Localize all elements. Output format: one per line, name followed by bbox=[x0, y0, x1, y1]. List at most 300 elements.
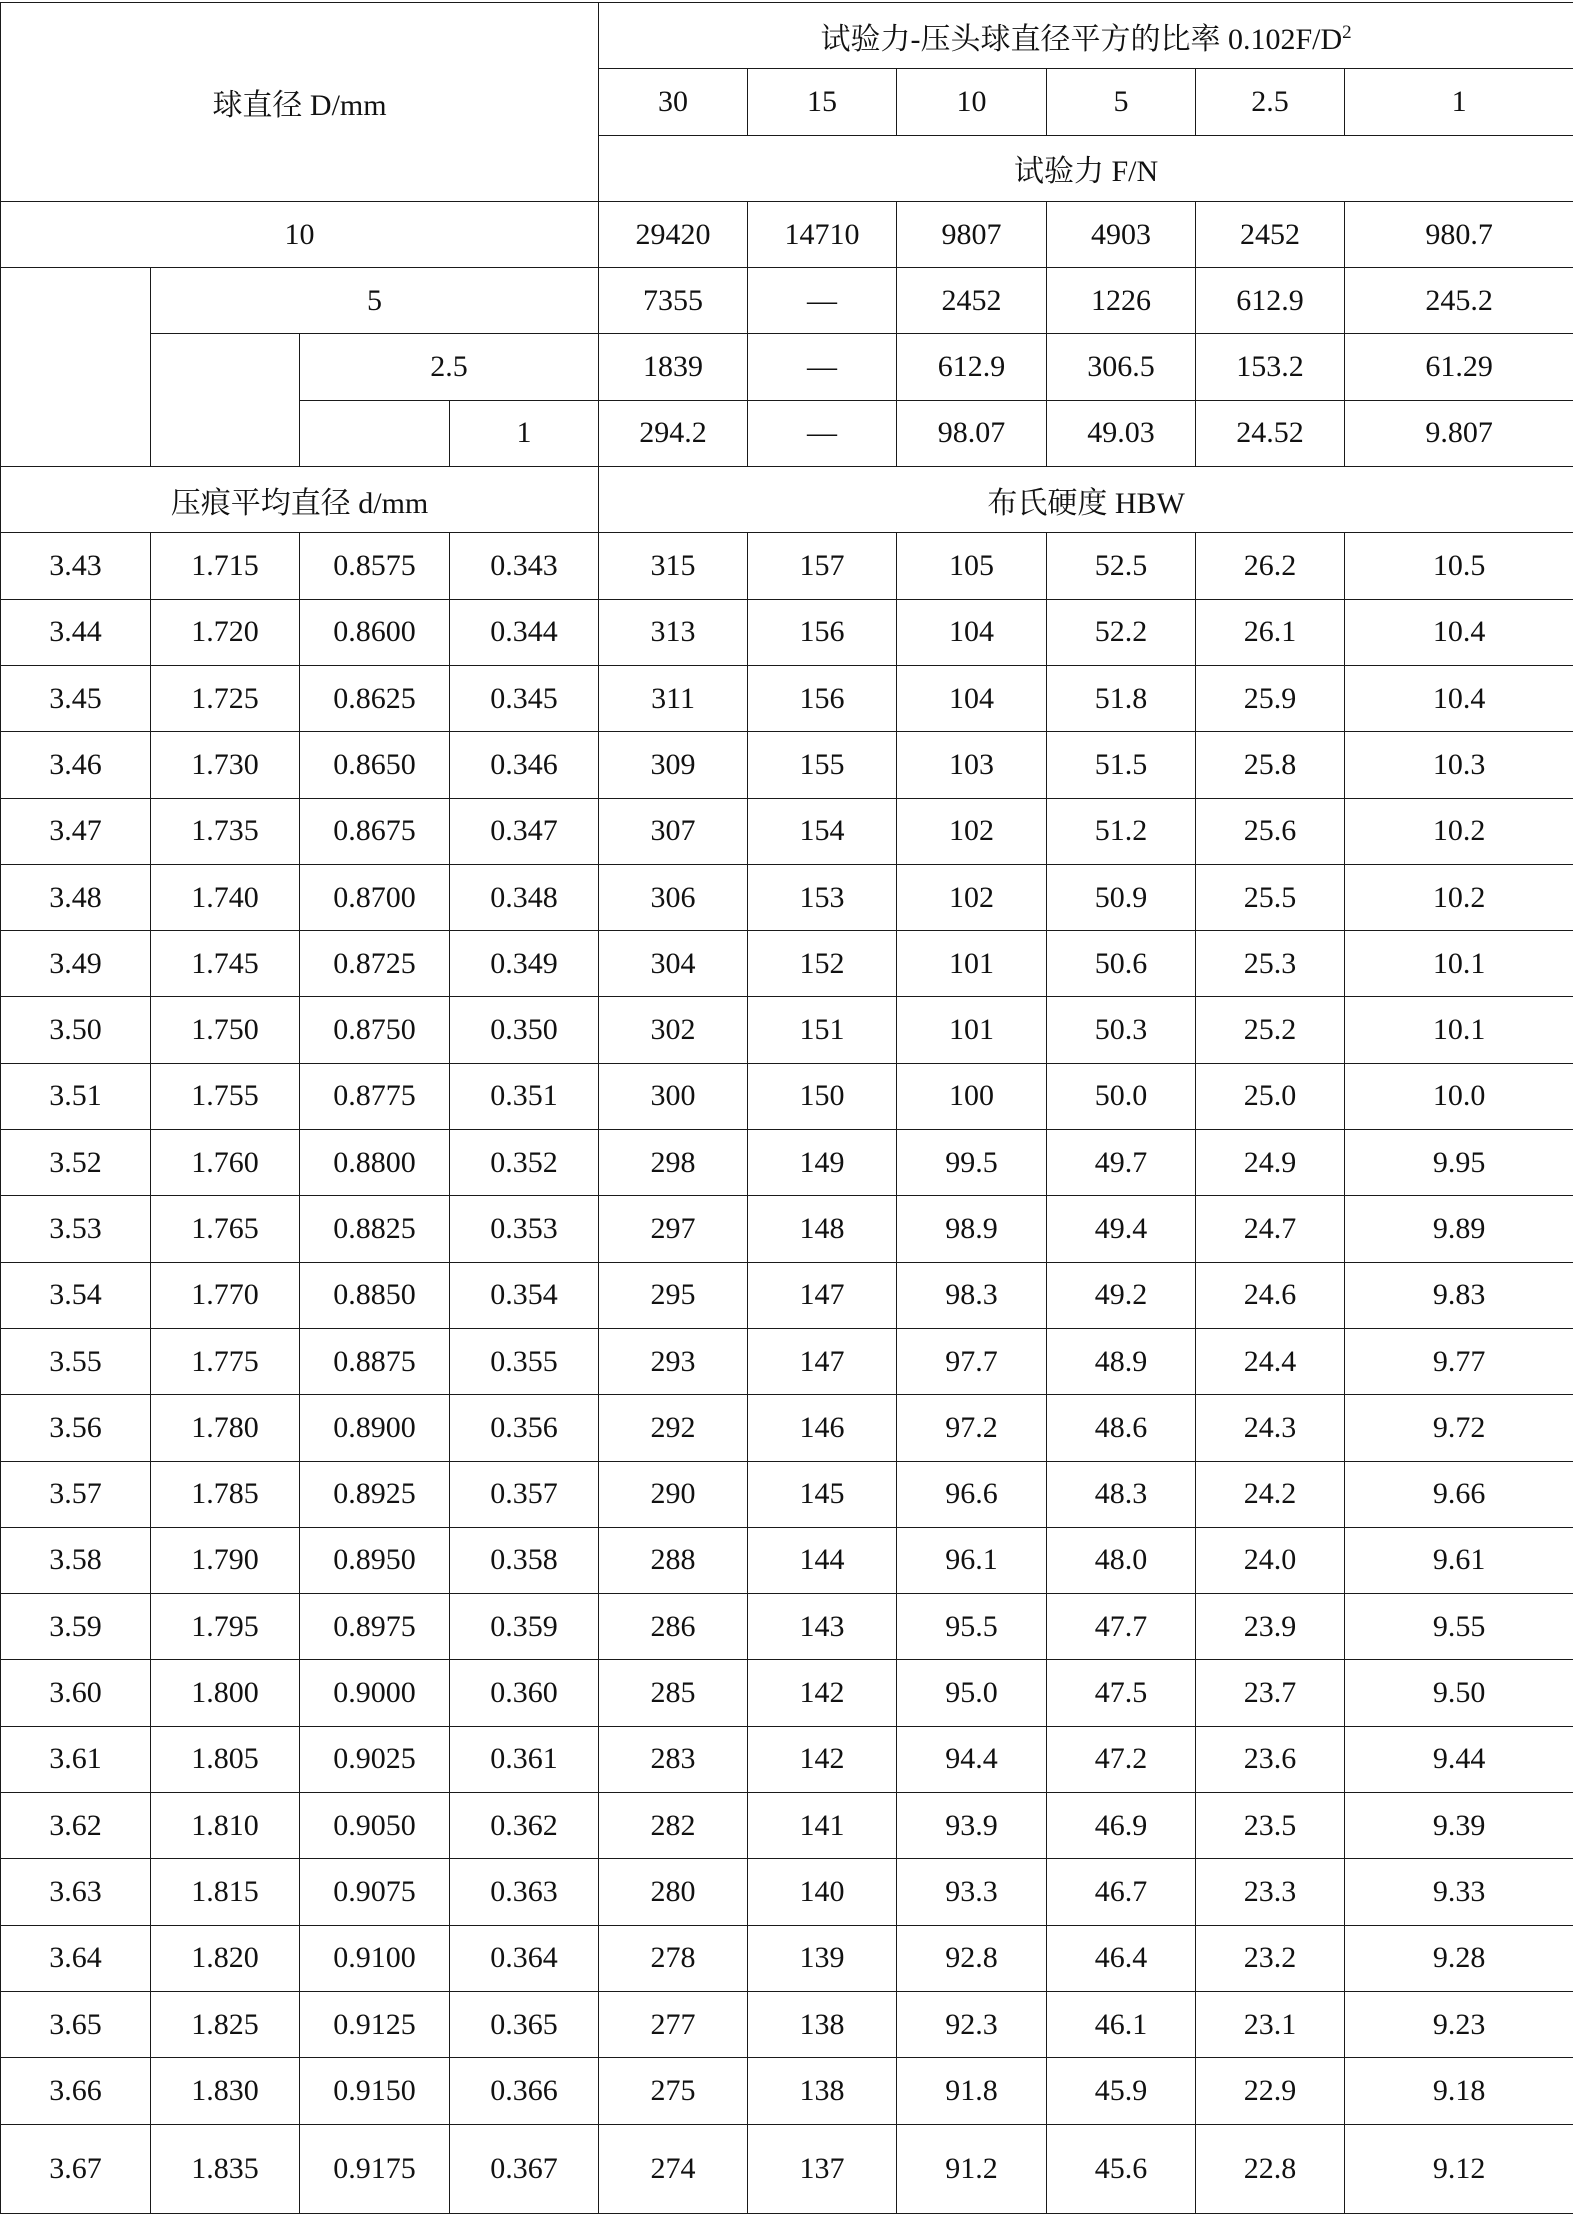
cell-hbw-30: 309 bbox=[599, 732, 748, 798]
cell-hbw-2-5: 23.2 bbox=[1196, 1925, 1345, 1991]
cell-hbw-15: 147 bbox=[748, 1262, 897, 1328]
cell-hbw-30: 280 bbox=[599, 1859, 748, 1925]
cell-d-1: 0.361 bbox=[450, 1726, 599, 1792]
cell-hbw-5: 46.7 bbox=[1047, 1859, 1196, 1925]
cell-d-10: 3.55 bbox=[1, 1328, 151, 1394]
cell-d-10: 3.53 bbox=[1, 1196, 151, 1262]
force-value: 4903 bbox=[1047, 201, 1196, 267]
cell-hbw-2-5: 24.0 bbox=[1196, 1527, 1345, 1593]
cell-hbw-10: 97.7 bbox=[897, 1328, 1047, 1394]
cell-d-2-5: 0.8625 bbox=[300, 665, 450, 731]
cell-hbw-30: 292 bbox=[599, 1395, 748, 1461]
force-value: 294.2 bbox=[599, 400, 748, 466]
force-value: 61.29 bbox=[1345, 334, 1573, 400]
cell-d-2-5: 0.9125 bbox=[300, 1991, 450, 2057]
cell-hbw-10: 105 bbox=[897, 533, 1047, 599]
cell-hbw-15: 152 bbox=[748, 931, 897, 997]
cell-hbw-15: 138 bbox=[748, 1991, 897, 2057]
force-value: 98.07 bbox=[897, 400, 1047, 466]
cell-hbw-10: 102 bbox=[897, 864, 1047, 930]
cell-hbw-5: 46.4 bbox=[1047, 1925, 1196, 1991]
cell-d-1: 0.345 bbox=[450, 665, 599, 731]
cell-hbw-1: 10.2 bbox=[1345, 864, 1573, 930]
cell-hbw-30: 298 bbox=[599, 1130, 748, 1196]
cell-d-1: 0.348 bbox=[450, 864, 599, 930]
cell-hbw-1: 10.1 bbox=[1345, 931, 1573, 997]
cell-hbw-2-5: 26.1 bbox=[1196, 599, 1345, 665]
cell-d-10: 3.44 bbox=[1, 599, 151, 665]
ratio-value: 2.5 bbox=[1196, 69, 1345, 135]
cell-d-10: 3.61 bbox=[1, 1726, 151, 1792]
ball-row-2-5 bbox=[1, 334, 1573, 400]
cell-d-1: 0.351 bbox=[450, 1063, 599, 1129]
cell-hbw-5: 45.6 bbox=[1047, 2124, 1196, 2213]
force-value: 2452 bbox=[1196, 201, 1345, 267]
table-row bbox=[1, 1262, 1573, 1328]
cell-d-5: 1.805 bbox=[151, 1726, 300, 1792]
cell-d-2-5: 0.9050 bbox=[300, 1793, 450, 1859]
cell-d-2-5: 0.8800 bbox=[300, 1130, 450, 1196]
cell-hbw-1: 9.44 bbox=[1345, 1726, 1573, 1792]
cell-hbw-10: 98.9 bbox=[897, 1196, 1047, 1262]
cell-hbw-15: 147 bbox=[748, 1328, 897, 1394]
cell-d-2-5: 0.9000 bbox=[300, 1660, 450, 1726]
table-row bbox=[1, 1461, 1573, 1527]
table-row bbox=[1, 1660, 1573, 1726]
table-row bbox=[1, 1395, 1573, 1461]
cell-d-2-5: 0.9075 bbox=[300, 1859, 450, 1925]
force-value: 24.52 bbox=[1196, 400, 1345, 466]
table-row bbox=[1, 533, 1573, 599]
table-row bbox=[1, 1726, 1573, 1792]
cell-hbw-5: 52.5 bbox=[1047, 533, 1196, 599]
indent-diameter-header bbox=[1, 467, 599, 533]
cell-hbw-10: 101 bbox=[897, 997, 1047, 1063]
cell-hbw-30: 277 bbox=[599, 1991, 748, 2057]
cell-hbw-10: 101 bbox=[897, 931, 1047, 997]
cell-hbw-10: 96.1 bbox=[897, 1527, 1047, 1593]
table-row bbox=[1, 2124, 1573, 2213]
cell-hbw-5: 50.0 bbox=[1047, 1063, 1196, 1129]
cell-hbw-5: 51.8 bbox=[1047, 665, 1196, 731]
cell-hbw-5: 50.6 bbox=[1047, 931, 1196, 997]
hardness-header bbox=[599, 467, 1573, 533]
cell-hbw-1: 10.4 bbox=[1345, 599, 1573, 665]
cell-d-1: 0.357 bbox=[450, 1461, 599, 1527]
ball-row-5 bbox=[1, 268, 1573, 334]
cell-d-5: 1.785 bbox=[151, 1461, 300, 1527]
cell-hbw-30: 297 bbox=[599, 1196, 748, 1262]
cell-d-10: 3.67 bbox=[1, 2124, 151, 2213]
cell-hbw-1: 10.3 bbox=[1345, 732, 1573, 798]
cell-hbw-30: 302 bbox=[599, 997, 748, 1063]
cell-hbw-15: 143 bbox=[748, 1594, 897, 1660]
cell-hbw-30: 275 bbox=[599, 2058, 748, 2124]
cell-hbw-5: 47.2 bbox=[1047, 1726, 1196, 1792]
cell-hbw-5: 47.7 bbox=[1047, 1594, 1196, 1660]
section-header-row bbox=[1, 467, 1573, 533]
cell-hbw-10: 103 bbox=[897, 732, 1047, 798]
cell-d-1: 0.363 bbox=[450, 1859, 599, 1925]
cell-d-5: 1.835 bbox=[151, 2124, 300, 2213]
cell-d-1: 0.355 bbox=[450, 1328, 599, 1394]
cell-d-5: 1.735 bbox=[151, 798, 300, 864]
table-row bbox=[1, 1063, 1573, 1129]
cell-hbw-2-5: 24.2 bbox=[1196, 1461, 1345, 1527]
cell-hbw-2-5: 25.9 bbox=[1196, 665, 1345, 731]
cell-hbw-5: 51.5 bbox=[1047, 732, 1196, 798]
cell-hbw-2-5: 23.5 bbox=[1196, 1793, 1345, 1859]
cell-d-5: 1.820 bbox=[151, 1925, 300, 1991]
force-value: 29420 bbox=[599, 201, 748, 267]
cell-hbw-5: 49.4 bbox=[1047, 1196, 1196, 1262]
cell-d-2-5: 0.8775 bbox=[300, 1063, 450, 1129]
cell-d-5: 1.780 bbox=[151, 1395, 300, 1461]
cell-hbw-15: 146 bbox=[748, 1395, 897, 1461]
ratio-label: 试验力-压头球直径平方的比率 0.102F/D bbox=[820, 22, 1343, 56]
cell-hbw-15: 144 bbox=[748, 1527, 897, 1593]
cell-d-1: 0.358 bbox=[450, 1527, 599, 1593]
cell-hbw-10: 96.6 bbox=[897, 1461, 1047, 1527]
cell-hbw-15: 155 bbox=[748, 732, 897, 798]
cell-d-1: 0.350 bbox=[450, 997, 599, 1063]
cell-d-2-5: 0.8600 bbox=[300, 599, 450, 665]
cell-hbw-30: 290 bbox=[599, 1461, 748, 1527]
cell-d-5: 1.795 bbox=[151, 1594, 300, 1660]
cell-hbw-2-5: 23.1 bbox=[1196, 1991, 1345, 2057]
cell-d-10: 3.57 bbox=[1, 1461, 151, 1527]
cell-hbw-2-5: 23.3 bbox=[1196, 1859, 1345, 1925]
cell-hbw-2-5: 25.3 bbox=[1196, 931, 1345, 997]
table-row bbox=[1, 599, 1573, 665]
cell-d-2-5: 0.8850 bbox=[300, 1262, 450, 1328]
cell-d-1: 0.359 bbox=[450, 1594, 599, 1660]
cell-hbw-5: 51.2 bbox=[1047, 798, 1196, 864]
cell-hbw-1: 10.1 bbox=[1345, 997, 1573, 1063]
cell-hbw-2-5: 22.9 bbox=[1196, 2058, 1345, 2124]
cell-d-2-5: 0.8750 bbox=[300, 997, 450, 1063]
cell-hbw-1: 10.4 bbox=[1345, 665, 1573, 731]
cell-hbw-15: 138 bbox=[748, 2058, 897, 2124]
cell-hbw-30: 313 bbox=[599, 599, 748, 665]
cell-hbw-1: 9.95 bbox=[1345, 1130, 1573, 1196]
cell-hbw-1: 9.72 bbox=[1345, 1395, 1573, 1461]
cell-hbw-30: 274 bbox=[599, 2124, 748, 2213]
cell-d-5: 1.830 bbox=[151, 2058, 300, 2124]
cell-hbw-5: 46.9 bbox=[1047, 1793, 1196, 1859]
cell-hbw-30: 283 bbox=[599, 1726, 748, 1792]
force-value: 306.5 bbox=[1047, 334, 1196, 400]
table-row bbox=[1, 864, 1573, 930]
cell-d-10: 3.43 bbox=[1, 533, 151, 599]
force-value: 2452 bbox=[897, 268, 1047, 334]
cell-hbw-15: 157 bbox=[748, 533, 897, 599]
force-value: 1226 bbox=[1047, 268, 1196, 334]
cell-hbw-15: 148 bbox=[748, 1196, 897, 1262]
cell-d-1: 0.346 bbox=[450, 732, 599, 798]
force-value: 612.9 bbox=[897, 334, 1047, 400]
cell-d-1: 0.343 bbox=[450, 533, 599, 599]
force-value: — bbox=[748, 334, 897, 400]
cell-d-5: 1.730 bbox=[151, 732, 300, 798]
table-row bbox=[1, 732, 1573, 798]
cell-hbw-10: 95.5 bbox=[897, 1594, 1047, 1660]
cell-d-5: 1.825 bbox=[151, 1991, 300, 2057]
cell-hbw-30: 288 bbox=[599, 1527, 748, 1593]
cell-hbw-5: 48.0 bbox=[1047, 1527, 1196, 1593]
cell-hbw-10: 104 bbox=[897, 599, 1047, 665]
cell-hbw-10: 99.5 bbox=[897, 1130, 1047, 1196]
cell-d-1: 0.366 bbox=[450, 2058, 599, 2124]
indent-spacer bbox=[300, 400, 450, 466]
force-value: 1839 bbox=[599, 334, 748, 400]
cell-hbw-1: 9.61 bbox=[1345, 1527, 1573, 1593]
cell-hbw-1: 9.50 bbox=[1345, 1660, 1573, 1726]
cell-hbw-1: 9.77 bbox=[1345, 1328, 1573, 1394]
table-row bbox=[1, 665, 1573, 731]
force-value: 14710 bbox=[748, 201, 897, 267]
cell-hbw-2-5: 25.8 bbox=[1196, 732, 1345, 798]
cell-hbw-10: 104 bbox=[897, 665, 1047, 731]
cell-d-10: 3.47 bbox=[1, 798, 151, 864]
ratio-value: 10 bbox=[897, 69, 1047, 135]
cell-d-5: 1.755 bbox=[151, 1063, 300, 1129]
cell-hbw-30: 286 bbox=[599, 1594, 748, 1660]
force-value: 612.9 bbox=[1196, 268, 1345, 334]
cell-d-2-5: 0.8725 bbox=[300, 931, 450, 997]
cell-hbw-30: 311 bbox=[599, 665, 748, 731]
cell-d-2-5: 0.8950 bbox=[300, 1527, 450, 1593]
cell-hbw-1: 10.0 bbox=[1345, 1063, 1573, 1129]
cell-d-1: 0.356 bbox=[450, 1395, 599, 1461]
force-value: — bbox=[748, 268, 897, 334]
ball-diameter-header bbox=[1, 3, 599, 202]
force-value: 9.807 bbox=[1345, 400, 1573, 466]
cell-hbw-1: 9.12 bbox=[1345, 2124, 1573, 2213]
cell-d-10: 3.60 bbox=[1, 1660, 151, 1726]
cell-d-10: 3.54 bbox=[1, 1262, 151, 1328]
cell-d-10: 3.64 bbox=[1, 1925, 151, 1991]
cell-d-10: 3.63 bbox=[1, 1859, 151, 1925]
cell-d-10: 3.51 bbox=[1, 1063, 151, 1129]
table-row bbox=[1, 1991, 1573, 2057]
cell-hbw-2-5: 23.6 bbox=[1196, 1726, 1345, 1792]
cell-d-10: 3.58 bbox=[1, 1527, 151, 1593]
ratio-value: 15 bbox=[748, 69, 897, 135]
cell-d-1: 0.349 bbox=[450, 931, 599, 997]
cell-hbw-10: 93.3 bbox=[897, 1859, 1047, 1925]
table-row bbox=[1, 1925, 1573, 1991]
force-label: 试验力 F/N bbox=[1013, 155, 1159, 189]
cell-d-10: 3.66 bbox=[1, 2058, 151, 2124]
cell-d-2-5: 0.8650 bbox=[300, 732, 450, 798]
cell-hbw-1: 9.39 bbox=[1345, 1793, 1573, 1859]
cell-d-5: 1.790 bbox=[151, 1527, 300, 1593]
cell-hbw-2-5: 26.2 bbox=[1196, 533, 1345, 599]
cell-hbw-10: 92.3 bbox=[897, 1991, 1047, 2057]
cell-hbw-15: 139 bbox=[748, 1925, 897, 1991]
cell-hbw-5: 50.3 bbox=[1047, 997, 1196, 1063]
cell-d-5: 1.725 bbox=[151, 665, 300, 731]
cell-d-2-5: 0.8975 bbox=[300, 1594, 450, 1660]
cell-d-5: 1.750 bbox=[151, 997, 300, 1063]
ball-diameter-value: 1 bbox=[450, 400, 599, 466]
cell-hbw-15: 154 bbox=[748, 798, 897, 864]
table-row bbox=[1, 1527, 1573, 1593]
cell-d-1: 0.367 bbox=[450, 2124, 599, 2213]
cell-d-10: 3.62 bbox=[1, 1793, 151, 1859]
cell-hbw-15: 141 bbox=[748, 1793, 897, 1859]
cell-d-2-5: 0.9175 bbox=[300, 2124, 450, 2213]
cell-hbw-5: 50.9 bbox=[1047, 864, 1196, 930]
cell-d-10: 3.56 bbox=[1, 1395, 151, 1461]
cell-d-5: 1.760 bbox=[151, 1130, 300, 1196]
cell-d-5: 1.740 bbox=[151, 864, 300, 930]
table-row bbox=[1, 1793, 1573, 1859]
ratio-value: 30 bbox=[599, 69, 748, 135]
cell-hbw-2-5: 22.8 bbox=[1196, 2124, 1345, 2213]
cell-hbw-30: 315 bbox=[599, 533, 748, 599]
force-value: 153.2 bbox=[1196, 334, 1345, 400]
cell-hbw-2-5: 24.4 bbox=[1196, 1328, 1345, 1394]
table-row bbox=[1, 997, 1573, 1063]
cell-d-2-5: 0.9150 bbox=[300, 2058, 450, 2124]
cell-d-2-5: 0.8900 bbox=[300, 1395, 450, 1461]
cell-hbw-10: 92.8 bbox=[897, 1925, 1047, 1991]
cell-d-1: 0.362 bbox=[450, 1793, 599, 1859]
cell-d-5: 1.800 bbox=[151, 1660, 300, 1726]
ratio-superscript: 2 bbox=[1342, 21, 1352, 43]
force-value: 7355 bbox=[599, 268, 748, 334]
ratio-value: 5 bbox=[1047, 69, 1196, 135]
cell-hbw-10: 93.9 bbox=[897, 1793, 1047, 1859]
hardness-label: 布氏硬度 HBW bbox=[987, 486, 1185, 520]
cell-hbw-5: 49.2 bbox=[1047, 1262, 1196, 1328]
cell-d-1: 0.347 bbox=[450, 798, 599, 864]
cell-hbw-2-5: 24.6 bbox=[1196, 1262, 1345, 1328]
ball-diameter-label: 球直径 D/mm bbox=[212, 88, 387, 122]
force-header bbox=[599, 135, 1573, 201]
cell-d-10: 3.46 bbox=[1, 732, 151, 798]
cell-hbw-1: 9.66 bbox=[1345, 1461, 1573, 1527]
cell-d-2-5: 0.8875 bbox=[300, 1328, 450, 1394]
table-row bbox=[1, 798, 1573, 864]
cell-hbw-5: 45.9 bbox=[1047, 2058, 1196, 2124]
cell-hbw-30: 307 bbox=[599, 798, 748, 864]
cell-hbw-30: 295 bbox=[599, 1262, 748, 1328]
cell-hbw-10: 98.3 bbox=[897, 1262, 1047, 1328]
cell-hbw-15: 142 bbox=[748, 1660, 897, 1726]
cell-hbw-15: 142 bbox=[748, 1726, 897, 1792]
table-row bbox=[1, 1594, 1573, 1660]
cell-d-10: 3.49 bbox=[1, 931, 151, 997]
cell-d-10: 3.59 bbox=[1, 1594, 151, 1660]
cell-hbw-5: 48.6 bbox=[1047, 1395, 1196, 1461]
cell-d-1: 0.365 bbox=[450, 1991, 599, 2057]
table-row bbox=[1, 931, 1573, 997]
cell-d-2-5: 0.8675 bbox=[300, 798, 450, 864]
cell-d-2-5: 0.8575 bbox=[300, 533, 450, 599]
cell-d-10: 3.48 bbox=[1, 864, 151, 930]
cell-hbw-15: 140 bbox=[748, 1859, 897, 1925]
ball-row-10 bbox=[1, 201, 1573, 267]
force-value: 9807 bbox=[897, 201, 1047, 267]
cell-hbw-1: 9.18 bbox=[1345, 2058, 1573, 2124]
cell-hbw-1: 10.2 bbox=[1345, 798, 1573, 864]
indent-spacer bbox=[1, 268, 151, 467]
table-row bbox=[1, 1328, 1573, 1394]
cell-hbw-2-5: 23.7 bbox=[1196, 1660, 1345, 1726]
cell-d-1: 0.353 bbox=[450, 1196, 599, 1262]
cell-hbw-2-5: 24.9 bbox=[1196, 1130, 1345, 1196]
cell-hbw-2-5: 24.3 bbox=[1196, 1395, 1345, 1461]
cell-hbw-10: 95.0 bbox=[897, 1660, 1047, 1726]
table-row bbox=[1, 1859, 1573, 1925]
cell-hbw-15: 150 bbox=[748, 1063, 897, 1129]
cell-hbw-10: 100 bbox=[897, 1063, 1047, 1129]
cell-d-10: 3.65 bbox=[1, 1991, 151, 2057]
cell-hbw-1: 10.5 bbox=[1345, 533, 1573, 599]
cell-hbw-30: 293 bbox=[599, 1328, 748, 1394]
cell-hbw-10: 97.2 bbox=[897, 1395, 1047, 1461]
cell-hbw-10: 91.2 bbox=[897, 2124, 1047, 2213]
cell-hbw-30: 278 bbox=[599, 1925, 748, 1991]
cell-d-5: 1.775 bbox=[151, 1328, 300, 1394]
cell-hbw-10: 102 bbox=[897, 798, 1047, 864]
indent-spacer bbox=[151, 334, 300, 467]
brinell-hardness-table bbox=[0, 2, 1573, 2214]
cell-hbw-15: 149 bbox=[748, 1130, 897, 1196]
cell-d-2-5: 0.8925 bbox=[300, 1461, 450, 1527]
force-value: 980.7 bbox=[1345, 201, 1573, 267]
table-row bbox=[1, 1196, 1573, 1262]
cell-d-1: 0.360 bbox=[450, 1660, 599, 1726]
cell-hbw-2-5: 24.7 bbox=[1196, 1196, 1345, 1262]
cell-hbw-2-5: 25.0 bbox=[1196, 1063, 1345, 1129]
cell-hbw-15: 145 bbox=[748, 1461, 897, 1527]
cell-hbw-5: 46.1 bbox=[1047, 1991, 1196, 2057]
force-value: 245.2 bbox=[1345, 268, 1573, 334]
cell-hbw-1: 9.23 bbox=[1345, 1991, 1573, 2057]
cell-hbw-5: 48.9 bbox=[1047, 1328, 1196, 1394]
ball-diameter-value: 10 bbox=[1, 201, 599, 267]
cell-hbw-1: 9.89 bbox=[1345, 1196, 1573, 1262]
cell-hbw-15: 137 bbox=[748, 2124, 897, 2213]
force-value: — bbox=[748, 400, 897, 466]
cell-d-1: 0.364 bbox=[450, 1925, 599, 1991]
cell-hbw-10: 91.8 bbox=[897, 2058, 1047, 2124]
indent-diameter-label: 压痕平均直径 d/mm bbox=[170, 486, 429, 520]
cell-hbw-1: 9.33 bbox=[1345, 1859, 1573, 1925]
cell-hbw-10: 94.4 bbox=[897, 1726, 1047, 1792]
cell-d-1: 0.352 bbox=[450, 1130, 599, 1196]
cell-d-10: 3.50 bbox=[1, 997, 151, 1063]
cell-hbw-15: 156 bbox=[748, 665, 897, 731]
cell-d-10: 3.52 bbox=[1, 1130, 151, 1196]
cell-d-2-5: 0.9025 bbox=[300, 1726, 450, 1792]
cell-d-5: 1.810 bbox=[151, 1793, 300, 1859]
cell-d-5: 1.765 bbox=[151, 1196, 300, 1262]
cell-hbw-15: 156 bbox=[748, 599, 897, 665]
cell-hbw-30: 300 bbox=[599, 1063, 748, 1129]
ratio-value: 1 bbox=[1345, 69, 1573, 135]
cell-hbw-1: 9.28 bbox=[1345, 1925, 1573, 1991]
cell-d-5: 1.715 bbox=[151, 533, 300, 599]
cell-hbw-30: 282 bbox=[599, 1793, 748, 1859]
cell-hbw-5: 49.7 bbox=[1047, 1130, 1196, 1196]
cell-hbw-15: 153 bbox=[748, 864, 897, 930]
force-value: 49.03 bbox=[1047, 400, 1196, 466]
